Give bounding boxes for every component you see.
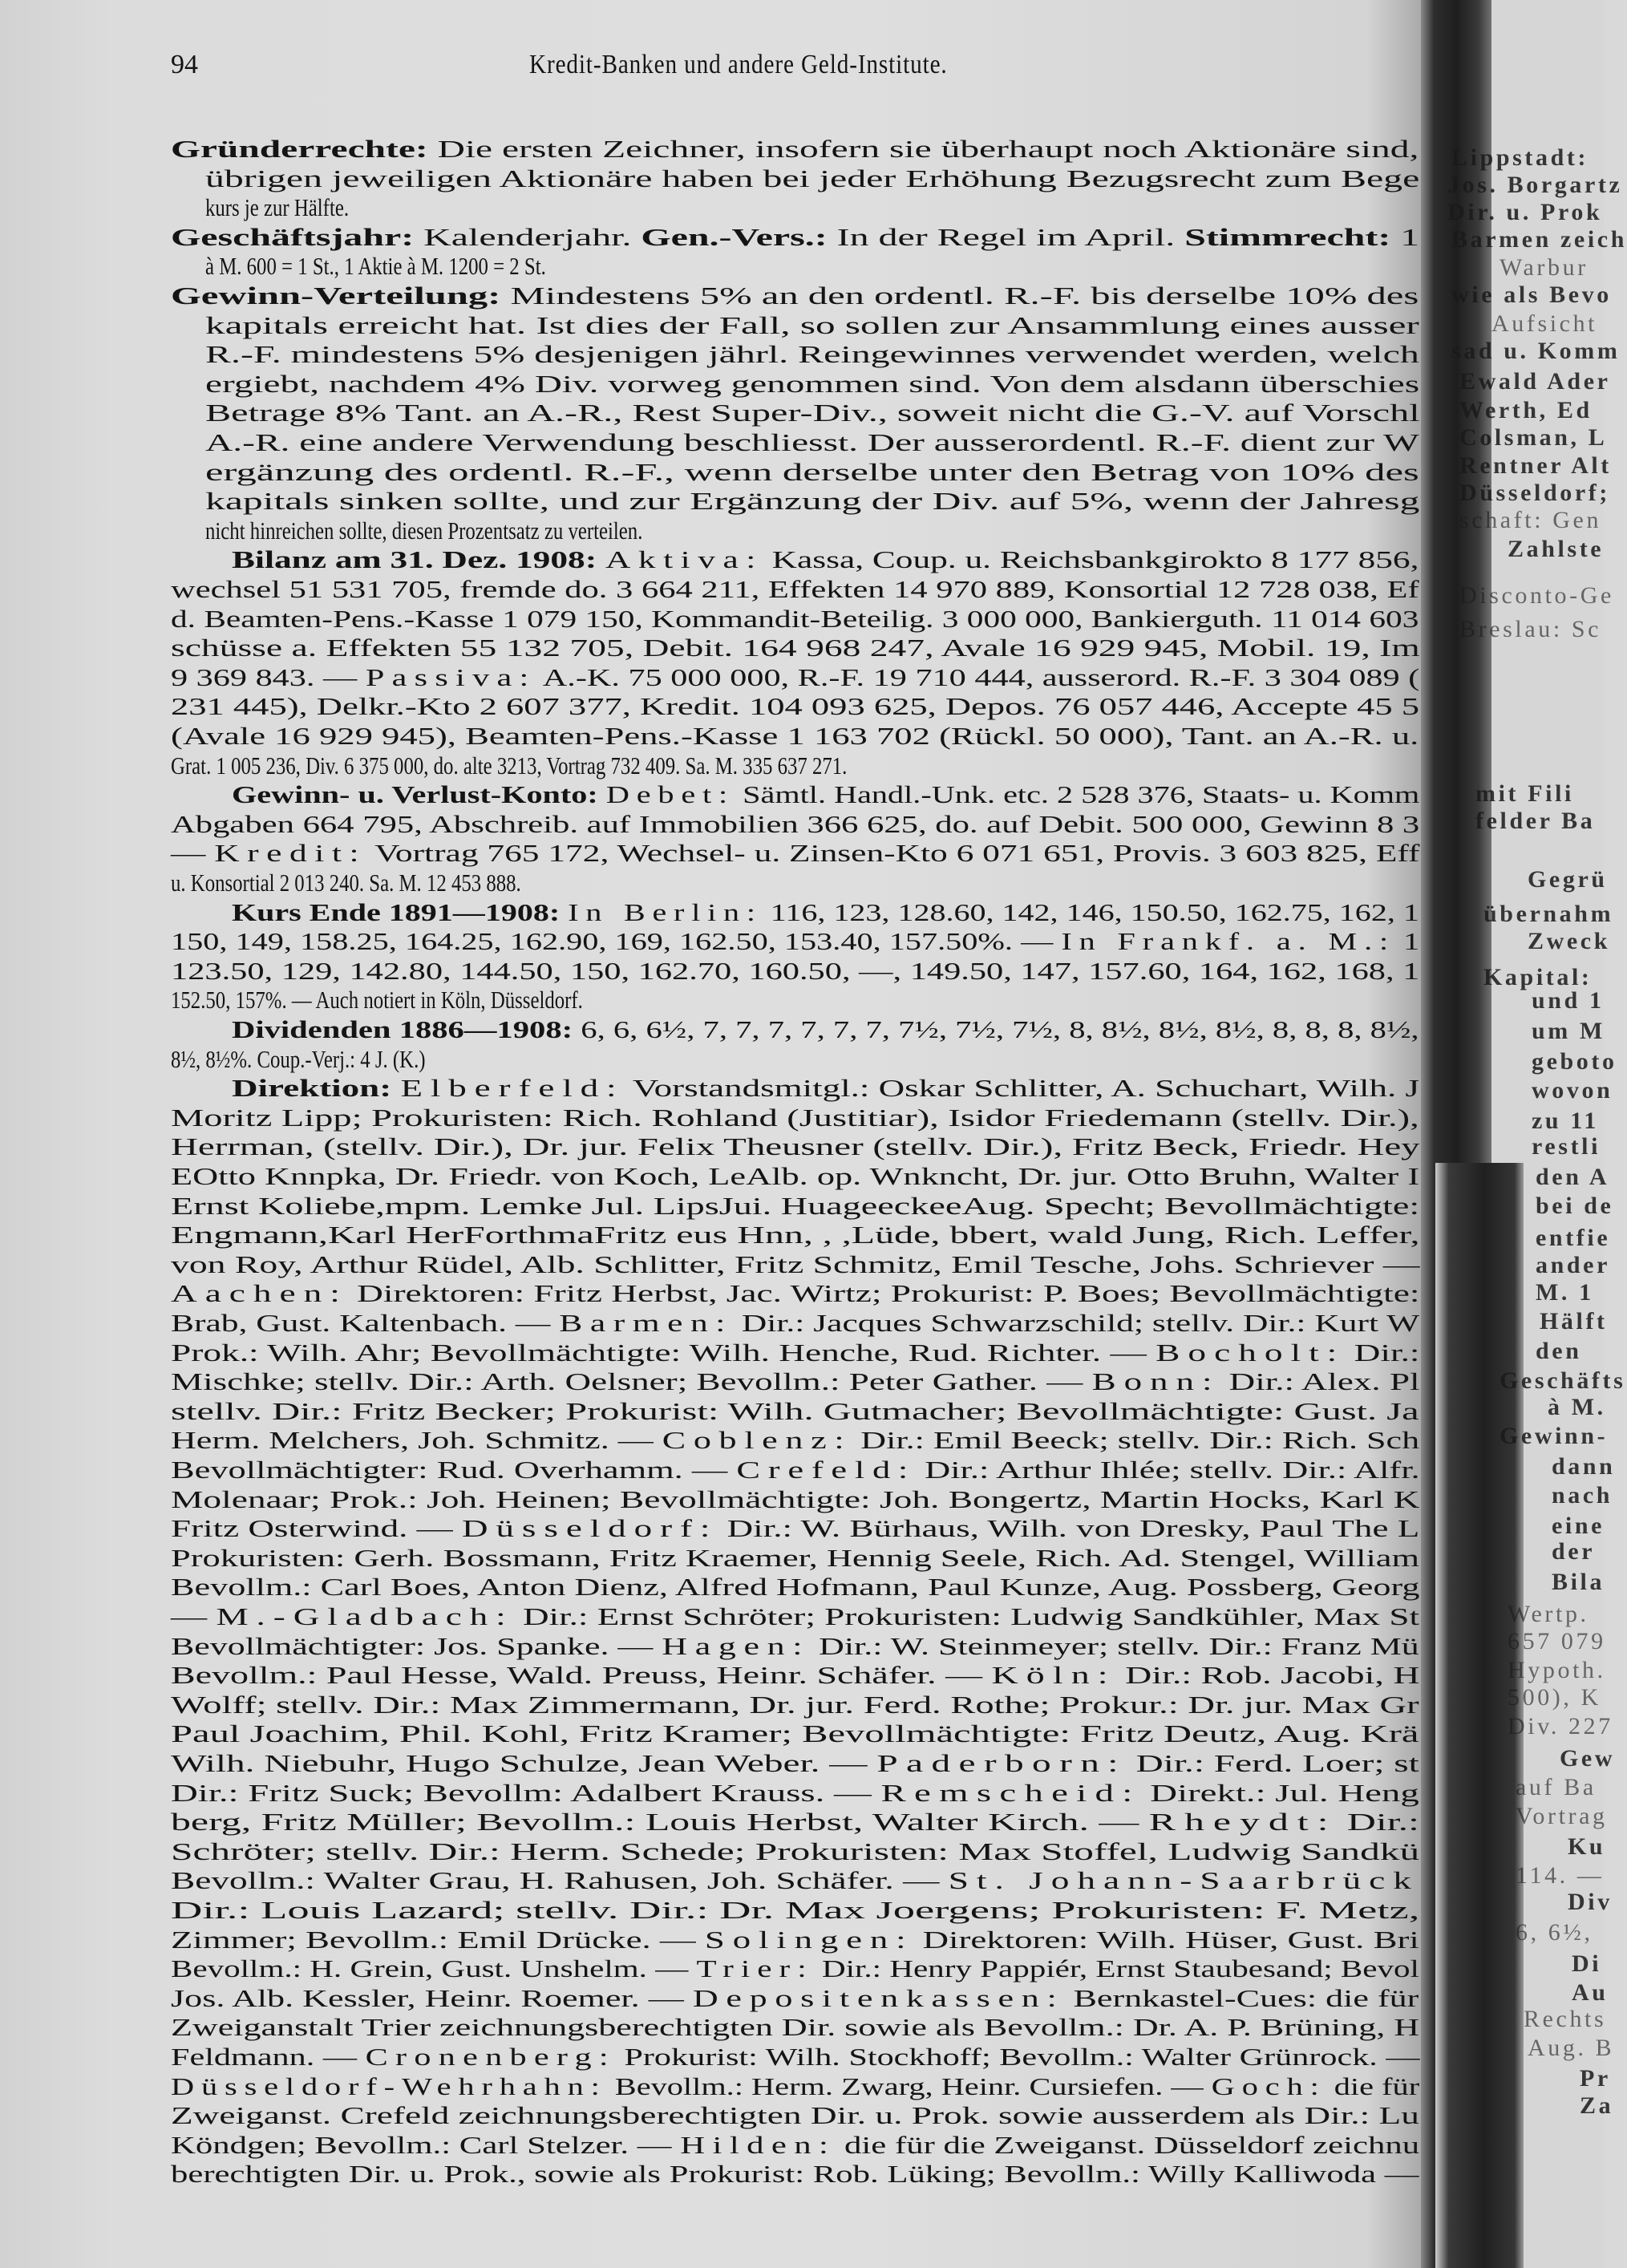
text-run: 1 xyxy=(1390,222,1420,251)
spaced-label: Paderborn: xyxy=(876,1749,1127,1777)
facing-page-line: geboto xyxy=(1532,1047,1617,1075)
facing-page-line: Di xyxy=(1572,1950,1602,1978)
text-line xyxy=(171,1456,1420,1484)
spaced-label: Barmen: xyxy=(559,1309,733,1337)
text-line xyxy=(171,751,1016,780)
text-run: Ernst Koliebe,mpm. Lemke Jul. LipsJui. HuageeckeeAug. Specht; Bevollmächtigte: xyxy=(171,1191,1420,1220)
text-line xyxy=(232,1074,1420,1103)
text-line xyxy=(171,2160,1419,2189)
facing-page-line: Div xyxy=(1568,1888,1613,1915)
text-run: stellv. Dir.: Fritz Becker; Prokurist: Wilh. Gutmacher; Bevollmächtigte: Gust. Ja xyxy=(171,1396,1419,1425)
text-line xyxy=(171,1954,1419,1983)
facing-page-line: Za xyxy=(1580,2092,1614,2120)
text-run: Dir.: Fritz Suck; Bevollm: Adalbert Krauss. — xyxy=(171,1778,881,1807)
spaced-label: Aktiva: xyxy=(605,545,763,574)
text-run: Dir.: W. Bürhaus, Wilh. von Dresky, Paul The L xyxy=(718,1514,1420,1543)
spaced-label: Bocholt: xyxy=(1155,1338,1346,1367)
text-line xyxy=(171,927,1420,956)
text-run: Grat. 1 005 236, Div. 6 375 000, do. alte 3213, Vortrag 732 409. Sa. M. 335 637 271. xyxy=(171,751,848,780)
text-line xyxy=(171,662,1420,692)
text-run: Prokuristen: Gerh. Bossmann, Fritz Kraemer, Hennig Seele, Rich. Ad. Stengel, William xyxy=(171,1543,1420,1572)
text-line xyxy=(171,809,1420,839)
text-run: Dir.: Louis Lazard; stellv. Dir.: Dr. Max Joergens; Prokuristen: F. Metz, xyxy=(171,1896,1420,1924)
facing-page-line: dann xyxy=(1552,1452,1616,1480)
text-run: Betrage 8% Tant. an A.-R., Rest Super-Div., soweit nicht die G.-V. auf Vorschl xyxy=(205,399,1420,427)
text-run: Abgaben 664 795, Abschreib. auf Immobilien 366 625, do. auf Debit. 500 000, Gewinn 8 3 xyxy=(171,809,1420,838)
section-heading: Gewinn-Verteilung: xyxy=(171,281,501,310)
text-run: Wolff; stellv. Dir.: Max Zimmermann, Dr. jur. Ferd. Rothe; Prokur.: Dr. jur. Max Gr xyxy=(171,1690,1419,1719)
text-run: Vortrag 765 172, Wechsel- u. Zinsen-Kto 6 071 651, Provis. 3 603 825, Eff xyxy=(366,839,1420,868)
text-line xyxy=(171,2043,1420,2072)
text-run: 6, 6, 6½, 7, 7, 7, 7, 7, 7, 7½, 7½, 7½, 8, 8½, 8½, 8½, 8, 8, 8, 8½, xyxy=(573,1015,1419,1043)
text-run: die für die Zweiganst. Düsseldorf zeichnu xyxy=(836,2130,1420,2159)
text-run: Engmann,Karl HerForthmaFritz eus Hnn, , ,Lüde, bbert, wald Jung, Rich. Leffer, xyxy=(171,1221,1420,1249)
text-run: d. Beamten-Pens.-Kasse 1 079 150, Kommandit-Beteilig. 3 000 000, Bankierguth. 11 014 603 xyxy=(171,604,1419,633)
text-run: In der Regel im April. xyxy=(827,222,1185,251)
text-line xyxy=(205,457,1419,487)
section-heading: Stimmrecht: xyxy=(1184,222,1391,251)
text-line xyxy=(171,839,1420,868)
text-line xyxy=(171,1162,1420,1191)
text-run xyxy=(560,898,568,926)
text-run: kapitals erreicht hat. Ist dies der Fall, so sollen zur Ansammlung eines ausser xyxy=(205,310,1419,339)
text-run: 116, 123, 128.60, 142, 146, 150.50, 162.75, 162, 1 xyxy=(762,897,1419,926)
text-line xyxy=(171,1103,1419,1132)
text-run: kurs je zur Hälfte. xyxy=(205,193,350,222)
facing-page-line: à M. xyxy=(1548,1393,1606,1420)
spaced-label: Aachen: xyxy=(171,1279,348,1308)
text-line xyxy=(171,1514,1420,1543)
text-line xyxy=(171,986,686,1015)
facing-page-line: wovon xyxy=(1532,1076,1613,1104)
text-run: die für xyxy=(1325,2072,1420,2100)
facing-page-line: bei de xyxy=(1536,1193,1614,1220)
text-run: kapitals sinken sollte, und zur Ergänzung der Div. auf 5%, wenn der Jahresg xyxy=(205,487,1420,516)
text-run: Bevollm.: H. Grein, Gust. Unshelm. — xyxy=(171,1954,697,1983)
text-run: Paul Joachim, Phil. Kohl, Fritz Kramer; Bevollmächtigte: Fritz Deutz, Aug. Krä xyxy=(171,1719,1419,1748)
text-line xyxy=(171,281,1419,310)
text-run: — xyxy=(171,839,215,868)
spaced-label: Trier: xyxy=(696,1954,814,1983)
text-run: Moritz Lipp; Prokuristen: Rich. Rohland (Justitiar), Isidor Friedemann (stellv. Dir.), xyxy=(171,1103,1419,1132)
text-line xyxy=(171,1661,1420,1690)
text-run: Die ersten Zeichner, insofern sie überhaupt noch Aktionäre sind, xyxy=(427,135,1419,163)
text-line xyxy=(171,2013,1420,2042)
facing-page-line: entfie xyxy=(1536,1224,1611,1251)
text-line xyxy=(232,897,1419,927)
text-run: Zimmer; Bevollm.: Emil Drücke. — xyxy=(171,1925,705,1954)
section-heading: Gründerrechte: xyxy=(171,135,428,163)
text-run: Bevollm.: Carl Boes, Anton Dienz, Alfred Hofmann, Paul Kunze, Aug. Possberg, Georg xyxy=(171,1573,1420,1602)
text-line xyxy=(205,487,1420,516)
facing-page-line: Barmen zeich xyxy=(1451,226,1627,253)
text-run: Dir.: Alex. Pl xyxy=(1220,1367,1420,1396)
text-line xyxy=(171,1221,1420,1249)
text-run: — xyxy=(171,1602,217,1630)
spaced-label: St. Johann-Saarbrück xyxy=(948,1866,1419,1895)
spaced-label: Düsseldorf: xyxy=(462,1514,718,1543)
text-run: Dir.: Henry Pappiér, Ernst Staubesand; Bevol xyxy=(813,1954,1419,1983)
facing-page-line: 114. — xyxy=(1516,1862,1605,1889)
text-run: 9 369 843. — xyxy=(171,662,366,691)
text-line xyxy=(171,1719,1419,1748)
facing-page-line: Ewald Ader xyxy=(1459,368,1611,395)
text-line xyxy=(232,780,1420,809)
facing-page-line: Aufsicht xyxy=(1491,310,1598,337)
text-line xyxy=(205,164,1420,193)
text-run: wechsel 51 531 705, fremde do. 3 664 211, Effekten 14 970 889, Konsortial 12 728 038, Ef xyxy=(171,575,1419,603)
text-line xyxy=(171,1426,1420,1455)
text-run: à M. 600 = 1 St., 1 Aktie à M. 1200 = 2 St. xyxy=(205,252,546,281)
text-run: Herrman, (stellv. Dir.), Dr. jur. Felix Theusner (stellv. Dir.), Fritz Beck, Friedr. Hey xyxy=(171,1132,1420,1161)
text-line xyxy=(205,399,1420,427)
running-title: Kredit-Banken und andere Geld-Institute. xyxy=(529,50,948,79)
facing-page-line: Rentner Alt xyxy=(1459,452,1612,479)
text-line xyxy=(171,1602,1420,1631)
text-line xyxy=(205,340,1419,369)
spaced-label: Debet: xyxy=(605,780,735,809)
text-line xyxy=(205,369,1420,399)
facing-page-line: mit Fili xyxy=(1475,780,1574,808)
text-run: 123.50, 129, 142.80, 144.50, 150, 162.70, 160.50, —, 149.50, 147, 157.60, 164, 162, 168, 1 xyxy=(171,956,1420,985)
facing-page-line: Geschäfts xyxy=(1500,1367,1626,1395)
spaced-label: Coblenz: xyxy=(662,1426,852,1455)
text-line xyxy=(171,1631,1419,1661)
facing-page-line: Rechts xyxy=(1524,2005,1607,2032)
text-run: Fritz Osterwind. — xyxy=(171,1514,463,1543)
text-line xyxy=(171,722,1419,751)
spaced-label: In Frankf. a. M.: xyxy=(1061,927,1396,956)
text-run: Dir.: Ferd. Loer; st xyxy=(1126,1749,1419,1777)
text-run: Kalenderjahr. xyxy=(414,222,641,251)
text-run: Dir.: xyxy=(1337,1808,1419,1837)
spaced-label: In Berlin: xyxy=(568,897,763,926)
spaced-label: Goch: xyxy=(1211,2072,1326,2100)
text-run: Bevollmächtigter: Jos. Spanke. — xyxy=(171,1631,662,1660)
facing-page-line: auf Ba xyxy=(1516,1774,1597,1801)
text-run: Bevollmächtigter: Rud. Overhamm. — xyxy=(171,1456,737,1484)
facing-page-line: Kapital: xyxy=(1483,964,1593,991)
text-run: Bevollm.: Herm. Zwarg, Heinr. Cursiefen. — xyxy=(606,2072,1212,2100)
text-run: Dir.: Rob. Jacobi, H xyxy=(1115,1661,1420,1690)
facing-page-line: Aug. B xyxy=(1528,2034,1615,2061)
facing-page-line: felder Ba xyxy=(1475,808,1596,835)
text-run: Dir.: xyxy=(1345,1338,1420,1367)
facing-page-line: Ku xyxy=(1568,1833,1606,1861)
text-line xyxy=(171,604,1419,634)
text-line xyxy=(232,545,1419,574)
text-run: (Avale 16 929 945), Beamten-Pens.-Kasse 1 163 702 (Rückl. 50 000), Tant. an A.-R. u. xyxy=(171,722,1419,750)
section-heading: Gen.-Vers.: xyxy=(641,222,828,251)
text-run: Molenaar; Prok.: Joh. Heinen; Bevollmächtigte: Joh. Bongertz, Martin Hocks, Karl K xyxy=(171,1484,1420,1513)
facing-page-line: Gegrü xyxy=(1528,865,1608,893)
text-run: berechtigten Dir. u. Prok., sowie als Prokurist: Rob. Lüking; Bevollm.: Willy Kalliwoda — xyxy=(171,2160,1419,2189)
text-line xyxy=(171,1367,1420,1396)
facing-page-line: Lippstadt: xyxy=(1451,144,1589,171)
text-run: Jos. Alb. Kessler, Heinr. Roemer. — xyxy=(171,1983,693,2012)
text-run: 1 xyxy=(1395,927,1420,956)
text-line xyxy=(171,1808,1419,1837)
text-run: Dir.: W. Steinmeyer; stellv. Dir.: Franz Mü xyxy=(810,1631,1419,1660)
text-line xyxy=(171,869,609,897)
facing-page-line: und 1 xyxy=(1532,987,1605,1015)
text-line xyxy=(205,516,752,545)
facing-page-line: Disconto-Ge xyxy=(1459,582,1614,610)
spaced-label: Cronenberg: xyxy=(365,2043,616,2071)
text-line xyxy=(171,575,1419,604)
text-run: Köndgen; Bevollm.: Carl Stelzer. — xyxy=(171,2130,681,2159)
text-line xyxy=(171,1279,1420,1308)
facing-page-line: übernahm xyxy=(1483,900,1614,927)
text-run: Dir.: Arthur Ihlée; stellv. Dir.: Alfr. xyxy=(916,1456,1420,1484)
text-run: Bevollm.: Walter Grau, H. Rahusen, Joh. Schäfer. — xyxy=(171,1866,949,1895)
text-line xyxy=(171,1249,1420,1279)
section-heading: Direktion: xyxy=(232,1074,392,1103)
text-line xyxy=(171,2101,1419,2130)
facing-page-line: Hypoth. xyxy=(1508,1657,1606,1684)
text-run: Prok.: Wilh. Ahr; Bevollmächtigte: Wilh. Henche, Rud. Richter. — xyxy=(171,1338,1156,1367)
text-run: Schröter; stellv. Dir.: Herm. Schede; Prokuristen: Max Stoffel, Ludwig Sandkü xyxy=(171,1837,1420,1865)
page-number: 94 xyxy=(171,50,198,79)
text-line xyxy=(205,252,631,281)
text-line xyxy=(171,1837,1420,1866)
facing-page-line: zu 11 xyxy=(1532,1107,1599,1134)
text-run: ergänzung des ordentl. R.-F., wenn derselbe unter den Betrag von 10% des xyxy=(205,457,1419,486)
text-line xyxy=(205,193,385,222)
facing-page-line: eine xyxy=(1552,1512,1605,1539)
spaced-label: Crefeld: xyxy=(736,1456,917,1484)
text-line xyxy=(171,1573,1420,1602)
text-line xyxy=(171,1778,1419,1808)
facing-page-line: sad u. Komm xyxy=(1451,338,1621,365)
text-line xyxy=(171,1132,1420,1161)
section-heading: Geschäftsjahr: xyxy=(171,222,415,251)
text-run: Dir.: Jacques Schwarzschild; stellv. Dir.: Kurt W xyxy=(732,1309,1420,1337)
spaced-label: M.-Gladbach: xyxy=(216,1602,514,1630)
text-run: Brab, Gust. Kaltenbach. — xyxy=(171,1309,560,1337)
text-line xyxy=(171,1896,1420,1925)
text-run: Zweiganstalt Trier zeichnungsberechtigten Dir. sowie als Bevollm.: Dr. A. P. Brüning, H xyxy=(171,2013,1420,2042)
facing-page-line: Div. 227 xyxy=(1508,1713,1613,1740)
facing-page-line: 6, 6½, xyxy=(1516,1918,1593,1946)
spaced-label: Düsseldorf-Wehrhahn: xyxy=(171,2072,607,2100)
text-line xyxy=(171,1749,1419,1778)
text-run: Kassa, Coup. u. Reichsbankgirokto 8 177 856, xyxy=(763,545,1419,574)
text-run: Dir.: Emil Beeck; stellv. Dir.: Rich. Sch xyxy=(852,1426,1420,1455)
text-line xyxy=(171,135,1419,164)
text-run: Vorstandsmitgl.: Oskar Schlitter, A. Schuchart, Wilh. J xyxy=(624,1074,1420,1103)
facing-page-line: der xyxy=(1552,1538,1596,1565)
text-run: 152.50, 157%. — Auch notiert in Köln, Düsseldorf. xyxy=(171,986,583,1015)
facing-page-line: den xyxy=(1536,1337,1582,1364)
text-run: Dir.: Ernst Schröter; Prokuristen: Ludwig Sandkühler, Max St xyxy=(513,1602,1420,1630)
text-run: schüsse a. Effekten 55 132 705, Debit. 164 968 247, Avale 16 929 945, Mobil. 19, Im xyxy=(171,634,1420,662)
facing-page-line: Gew xyxy=(1560,1745,1616,1772)
spaced-label: Köln: xyxy=(991,1661,1116,1690)
text-run: u. Konsortial 2 013 240. Sa. M. 12 453 888. xyxy=(171,869,521,897)
text-run: Mindestens 5% an den ordentl. R.-F. bis derselbe 10% des xyxy=(500,281,1419,310)
spaced-label: Kredit: xyxy=(214,839,367,868)
text-line xyxy=(171,634,1420,662)
facing-page-line: ander xyxy=(1536,1252,1610,1279)
spaced-label: Elberfeld: xyxy=(400,1074,625,1103)
text-line xyxy=(171,1866,1419,1895)
facing-page-line: 657 079 xyxy=(1508,1628,1606,1655)
facing-page-line: Düsseldorf; xyxy=(1459,480,1610,507)
text-line xyxy=(171,222,1420,252)
text-line xyxy=(171,2072,1420,2101)
spaced-label: Depositenkassen: xyxy=(692,1983,1065,2012)
text-run: von Roy, Arthur Rüdel, Alb. Schlitter, Fritz Schmitz, Emil Tesche, Johs. Schriever — xyxy=(171,1249,1420,1278)
spaced-label: Remscheid: xyxy=(880,1778,1141,1807)
facing-page-line: Zahlste xyxy=(1508,536,1605,563)
text-run: 231 445), Delkr.-Kto 2 607 377, Kredit. 104 093 625, Depos. 76 057 446, Accepte 45 5 xyxy=(171,692,1420,721)
facing-page-line: Pr xyxy=(1580,2064,1611,2092)
text-run: Prokurist: Wilh. Stockhoff; Bevollm.: Walter Grünrock. — xyxy=(615,2043,1420,2071)
text-run: EOtto Knnpka, Dr. Friedr. von Koch, LeAlb. op. Wnkncht, Dr. jur. Otto Bruhn, Walter I xyxy=(171,1162,1420,1190)
text-line xyxy=(171,956,1420,986)
text-run: Herm. Melchers, Joh. Schmitz. — xyxy=(171,1426,662,1455)
section-heading: Bilanz am 31. Dez. 1908: xyxy=(232,545,597,574)
text-line xyxy=(171,1045,489,1074)
text-run: 150, 149, 158.25, 164.25, 162.90, 169, 162.50, 153.40, 157.50%. — xyxy=(171,927,1062,956)
facing-page-line: Warbur xyxy=(1500,253,1589,281)
spaced-label: Rheydt: xyxy=(1148,1808,1338,1837)
facing-page-line: Dir. u. Prok xyxy=(1447,199,1603,226)
text-line xyxy=(171,1309,1420,1338)
text-line xyxy=(205,428,1419,457)
text-run: A.-R. eine andere Verwendung beschliesst. Der ausserordentl. R.-F. dient zur W xyxy=(205,428,1419,456)
facing-page-line: Werth, Ed xyxy=(1459,397,1593,424)
section-heading: Kurs Ende 1891—1908: xyxy=(232,897,561,926)
text-line xyxy=(171,1925,1419,1954)
text-run: Bernkastel-Cues: die für xyxy=(1064,1983,1419,2012)
facing-page-line: M. 1 xyxy=(1536,1279,1594,1306)
facing-page-line: Wertp. xyxy=(1508,1600,1589,1627)
facing-page-line: Vortrag xyxy=(1516,1803,1608,1830)
text-run: Sämtl. Handl.-Unk. etc. 2 528 376, Staats- u. Komm xyxy=(735,780,1420,809)
facing-page-line: den A xyxy=(1536,1164,1610,1191)
text-line xyxy=(232,1015,1419,1044)
facing-page-line: wie als Bevo xyxy=(1451,281,1612,308)
text-run: Zweiganst. Crefeld zeichnungsberechtigten Dir. u. Prok. sowie ausserdem als Dir.: Lu xyxy=(171,2101,1419,2130)
text-run: ergiebt, nachdem 4% Div. vorweg genommen sind. Von dem alsdann überschies xyxy=(205,369,1420,398)
facing-page-line: schaft: Gen xyxy=(1459,507,1602,534)
text-run: Direktoren: Fritz Herbst, Jac. Wirtz; Prokurist: P. Boes; Bevollmächtigte: xyxy=(347,1279,1420,1308)
facing-page-line: Colsman, L xyxy=(1459,424,1608,452)
spaced-label: Hagen: xyxy=(662,1631,811,1660)
text-line xyxy=(171,1338,1420,1367)
text-run: berg, Fritz Müller; Bevollm.: Louis Herbst, Walter Kirch. — xyxy=(171,1808,1149,1837)
text-line xyxy=(171,1396,1419,1426)
text-run: Feldmann. — xyxy=(171,2043,366,2071)
facing-page-line: 500), K xyxy=(1508,1684,1601,1711)
text-line xyxy=(205,310,1419,340)
text-run: Direktoren: Wilh. Hüser, Gust. Bri xyxy=(913,1925,1419,1954)
text-run: Wilh. Niebuhr, Hugo Schulze, Jean Weber. — xyxy=(171,1749,877,1777)
text-run: nicht hinreichen sollte, diesen Prozentsatz zu verteilen. xyxy=(205,516,643,545)
text-line xyxy=(171,2130,1420,2160)
section-heading: Gewinn- u. Verlust-Konto: xyxy=(232,780,598,809)
facing-page-line: Breslau: Sc xyxy=(1459,615,1602,642)
text-line xyxy=(171,1484,1420,1514)
facing-page-line: um M xyxy=(1532,1017,1605,1044)
text-run: 8½, 8½%. Coup.-Verj.: 4 J. (K.) xyxy=(171,1044,426,1073)
facing-page-line: nach xyxy=(1552,1481,1613,1509)
text-run: Mischke; stellv. Dir.: Arth. Oelsner; Bevollm.: Peter Gather. — xyxy=(171,1367,1092,1396)
text-run xyxy=(598,780,606,808)
spaced-label: Passiva: xyxy=(365,662,536,691)
text-run: Direkt.: Jul. Heng xyxy=(1140,1778,1419,1807)
text-run: R.-F. mindestens 5% desjenigen jährl. Reingewinnes verwendet werden, welch xyxy=(205,340,1419,369)
text-run: übrigen jeweiligen Aktionäre haben bei jeder Erhöhung Bezugsrecht zum Bege xyxy=(205,164,1420,192)
text-run xyxy=(597,545,605,573)
spaced-label: Bonn: xyxy=(1091,1367,1220,1396)
text-run: A.-K. 75 000 000, R.-F. 19 710 444, ausserord. R.-F. 3 304 089 ( xyxy=(536,662,1420,691)
section-heading: Dividenden 1886—1908: xyxy=(232,1015,573,1043)
text-run: Bevollm.: Paul Hesse, Wald. Preuss, Heinr. Schäfer. — xyxy=(171,1661,992,1690)
facing-page-line: Gewinn- xyxy=(1500,1422,1609,1449)
facing-page-line: Jos. Borgartz xyxy=(1447,171,1623,198)
text-line xyxy=(171,1543,1420,1573)
text-line xyxy=(171,1191,1420,1221)
facing-page-line: Hälft xyxy=(1540,1308,1608,1335)
text-line xyxy=(171,692,1420,721)
text-run xyxy=(391,1074,400,1102)
facing-page-line: Zweck xyxy=(1528,928,1610,955)
spaced-label: Hilden: xyxy=(680,2130,836,2159)
facing-page-line: Bila xyxy=(1552,1569,1605,1596)
spaced-label: Solingen: xyxy=(704,1925,914,1954)
facing-page-line: Au xyxy=(1572,1979,1609,2007)
text-line xyxy=(171,1983,1419,2013)
facing-page-line: restli xyxy=(1532,1133,1601,1160)
text-line xyxy=(171,1690,1419,1719)
